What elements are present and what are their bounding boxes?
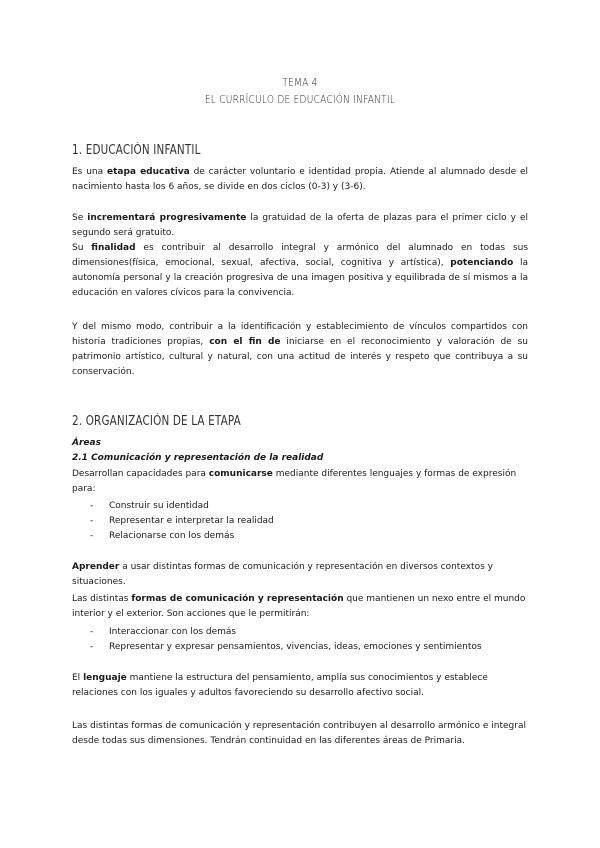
list-item: - Relacionarse con los demás (90, 529, 234, 544)
list-item: - Interaccionar con los demás (90, 625, 236, 640)
paragraph-final: Las distintas formas de comunicación y representación contribuyen al desarrollo armónico e integral desde todas sus dimensiones. Tendrán continuidad en las diferentes áreas de Primaria. (72, 721, 526, 746)
list-item: - Construir su identidad (90, 499, 209, 514)
section-1-heading: 1. EDUCACIÓN INFANTIL (72, 143, 201, 158)
list-marker: - (90, 642, 94, 652)
list-item: - Representar y expresar pensamientos, vivencias, ideas, emociones y sentimientos (90, 640, 482, 655)
section-2-heading: 2. ORGANIZACIÓN DE LA ETAPA (72, 414, 241, 429)
paragraph-lenguaje: El lenguaje mantiene la estructura del pensamiento, amplía sus conocimientos y establece relaciones con los iguales y adultos favoreciendo su desarrollo afectivo social. (72, 673, 488, 698)
list-marker: - (90, 531, 94, 541)
areas-label: Áreas (72, 438, 101, 448)
subsection-heading: 2.1 Comunicación y representación de la realidad (72, 453, 324, 463)
topic-number: TEMA 4 (282, 76, 318, 89)
list-marker: - (90, 516, 94, 526)
topic-title: EL CURRÍCULO DE EDUCACIÓN INFANTIL (204, 93, 396, 106)
paragraph-finalidad: Su finalidad es contribuir al desarrollo integral y armónico del alumnado en todas sus dimensiones(física, emocional, sexual, afectiva, social, cognitiva y artística), potenciando la autonomía personal y la creación progresiva de una imagen positiva y equilibrada de sí mismos a la educación en valores cívicos para la convivencia. (72, 243, 529, 298)
paragraph-aprender: Aprender a usar distintas formas de comunicación y representación en diversos contextos y situaciones. (72, 562, 493, 587)
paragraph-etapa: Es una etapa educativa de carácter voluntario e identidad propia. Atiende al alumnado desde el nacimiento hasta los 6 años, se divide en dos ciclos (0-3) y (3-6). (72, 167, 528, 192)
list-item: - Representar e interpretar la realidad (90, 514, 274, 529)
paragraph-formas: Las distintas formas de comunicación y representación que mantienen un nexo entre el mundo interior y el exterior. Son acciones que le permitirán: (72, 594, 526, 619)
list-marker: - (90, 501, 94, 511)
paragraph-vinculos: Y del mismo modo, contribuir a la identificación y establecimiento de vínculos compartidos con historia tradiciones propias, con el fin de iniciarse en el reconocimiento y valoración de su patrimonio artístico, cultural y natural, con una actitud de interés y respeto que contribuya a su conservación. (72, 322, 529, 377)
paragraph-gratuidad: Se incrementará progresivamente la gratuidad de la oferta de plazas para el primer ciclo y el segundo será gratuito. (72, 213, 528, 238)
document-title (54, 74, 546, 108)
list-marker: - (90, 627, 94, 637)
paragraph-comunicarse: Desarrollan capacidades para comunicarse mediante diferentes lenguajes y formas de expresión para: (72, 469, 517, 494)
